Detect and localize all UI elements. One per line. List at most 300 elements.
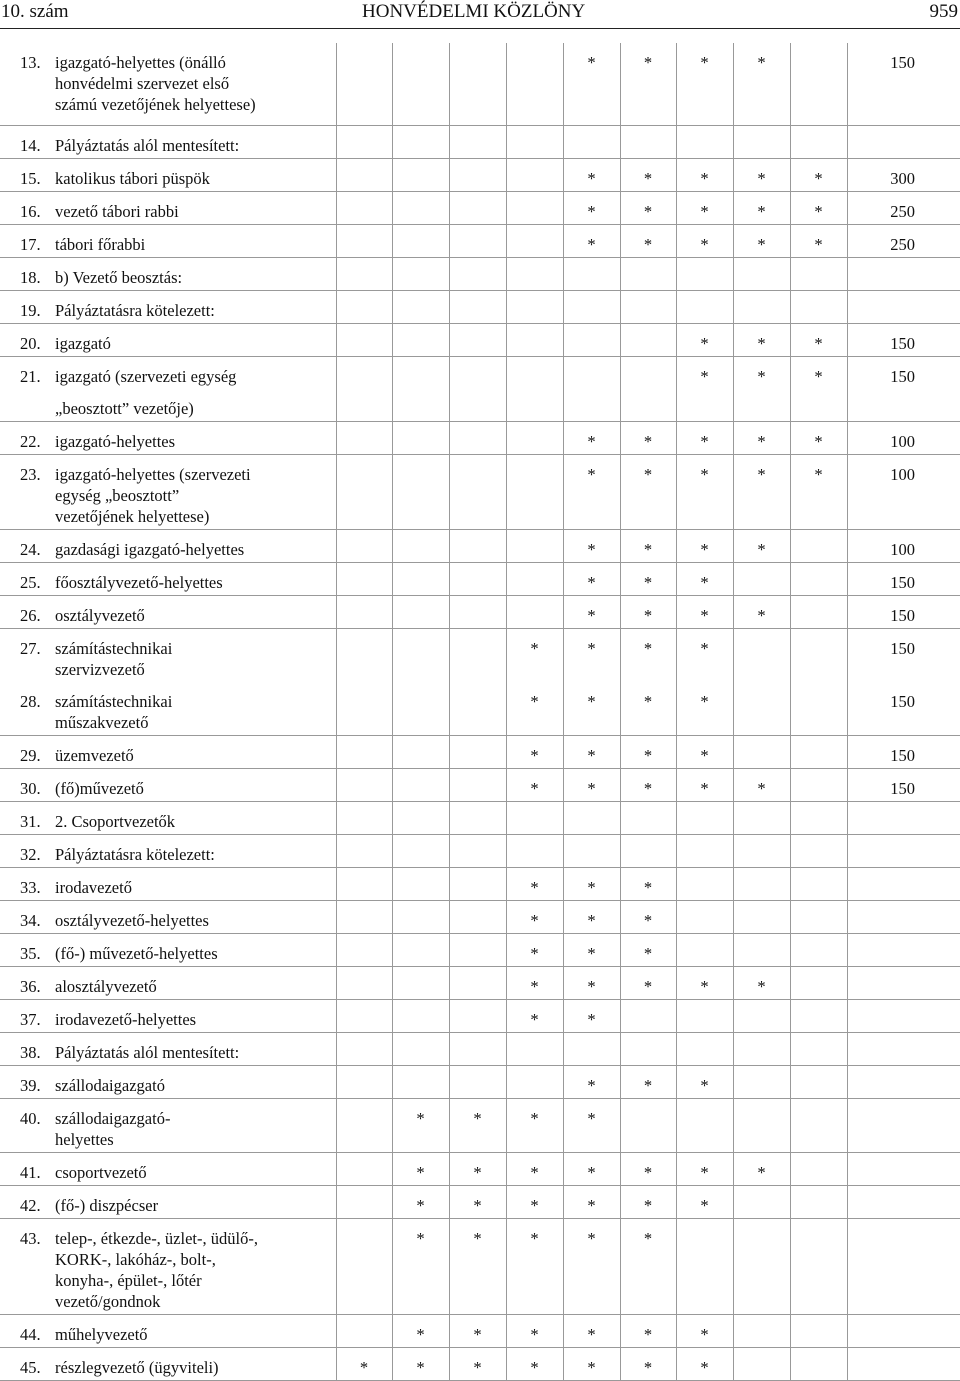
asterisk-mark: * bbox=[416, 1357, 425, 1377]
row-number-text: 40. bbox=[20, 1108, 41, 1128]
grade-cell bbox=[449, 1065, 506, 1098]
value-cell bbox=[847, 900, 960, 933]
grade-cell bbox=[449, 356, 506, 389]
value-text bbox=[848, 1000, 916, 1011]
row-number-text: 36. bbox=[20, 976, 41, 996]
table-row bbox=[0, 224, 960, 257]
position-title bbox=[55, 595, 336, 628]
grade-cell bbox=[449, 801, 506, 834]
table-row bbox=[0, 628, 960, 682]
position-title-line: (fő-) diszpécser bbox=[55, 1195, 159, 1215]
grade-cell bbox=[392, 158, 449, 191]
grade-cell bbox=[392, 735, 449, 768]
grade-cell bbox=[790, 257, 847, 290]
asterisk-mark: * bbox=[643, 877, 653, 897]
grade-cell bbox=[563, 867, 620, 900]
grade-cell bbox=[336, 999, 392, 1032]
grade-cell bbox=[563, 191, 620, 224]
grade-cell bbox=[506, 454, 563, 529]
position-title bbox=[55, 966, 336, 999]
value-text bbox=[848, 1219, 916, 1230]
position-title bbox=[55, 323, 336, 356]
row-number bbox=[0, 421, 55, 454]
asterisk-mark: * bbox=[757, 234, 766, 254]
value-text bbox=[848, 835, 916, 846]
grade-cell bbox=[733, 562, 790, 595]
grade-cell bbox=[336, 628, 392, 682]
grade-cell bbox=[733, 867, 790, 900]
value-cell bbox=[847, 1314, 960, 1347]
position-title bbox=[55, 421, 336, 454]
grade-cell bbox=[336, 323, 392, 356]
grade-cell bbox=[733, 801, 790, 834]
value-cell bbox=[847, 999, 960, 1032]
grade-cell bbox=[563, 768, 620, 801]
grade-cell bbox=[676, 867, 733, 900]
grade-cell bbox=[336, 682, 392, 736]
value-text bbox=[848, 1348, 916, 1359]
asterisk-mark: * bbox=[814, 201, 823, 221]
grade-cell bbox=[392, 323, 449, 356]
row-number bbox=[0, 1218, 55, 1314]
grade-cell bbox=[676, 966, 733, 999]
asterisk-mark: * bbox=[643, 234, 653, 254]
asterisk-mark: * bbox=[587, 1108, 596, 1128]
grade-cell bbox=[506, 224, 563, 257]
position-title bbox=[55, 801, 336, 834]
grade-cell bbox=[790, 834, 847, 867]
asterisk-mark: * bbox=[700, 745, 709, 765]
grade-cell bbox=[790, 323, 847, 356]
position-title-line: igazgató (szervezeti egység bbox=[55, 366, 237, 386]
row-number-text: 41. bbox=[20, 1162, 41, 1182]
asterisk-mark: * bbox=[643, 431, 653, 451]
position-title bbox=[55, 356, 336, 389]
table-row bbox=[0, 834, 960, 867]
row-number-text: 13. bbox=[20, 53, 41, 72]
position-title bbox=[55, 224, 336, 257]
position-title-line: főosztályvezető-helyettes bbox=[55, 572, 223, 592]
grade-cell bbox=[790, 867, 847, 900]
table-row bbox=[0, 562, 960, 595]
grade-cell bbox=[506, 257, 563, 290]
value-text: 150 bbox=[890, 572, 915, 592]
row-number-text: 44. bbox=[20, 1324, 41, 1344]
grade-cell bbox=[336, 389, 392, 422]
position-title bbox=[55, 454, 336, 529]
grade-cell bbox=[676, 1032, 733, 1065]
value-text: 150 bbox=[890, 745, 915, 765]
position-title bbox=[55, 562, 336, 595]
table-row bbox=[0, 1032, 960, 1065]
grade-cell bbox=[563, 1347, 620, 1380]
grade-cell bbox=[449, 867, 506, 900]
grade-cell bbox=[506, 323, 563, 356]
grade-cell bbox=[336, 125, 392, 158]
grade-cell bbox=[733, 735, 790, 768]
grade-cell bbox=[449, 1032, 506, 1065]
table-row bbox=[0, 43, 960, 125]
asterisk-mark: * bbox=[700, 366, 709, 386]
grade-cell bbox=[506, 1032, 563, 1065]
grade-cell bbox=[449, 290, 506, 323]
position-title bbox=[55, 628, 336, 682]
grade-cell bbox=[620, 682, 676, 736]
value-text bbox=[848, 1153, 916, 1164]
grade-cell bbox=[676, 768, 733, 801]
grade-cell bbox=[733, 454, 790, 529]
asterisk-mark: * bbox=[587, 53, 596, 72]
grade-cell bbox=[392, 1218, 449, 1314]
grade-cell bbox=[790, 1098, 847, 1152]
value-text: 100 bbox=[890, 431, 915, 451]
asterisk-mark: * bbox=[587, 691, 596, 711]
table-row bbox=[0, 900, 960, 933]
grade-cell bbox=[506, 735, 563, 768]
row-number bbox=[0, 191, 55, 224]
grade-cell bbox=[336, 900, 392, 933]
position-title bbox=[55, 1185, 336, 1218]
grade-cell bbox=[790, 933, 847, 966]
grade-cell bbox=[620, 735, 676, 768]
grade-cell bbox=[449, 323, 506, 356]
position-title-line: osztályvezető bbox=[55, 605, 145, 625]
grade-cell bbox=[733, 1032, 790, 1065]
grade-cell bbox=[506, 421, 563, 454]
asterisk-mark: * bbox=[587, 638, 596, 658]
grade-cell bbox=[336, 595, 392, 628]
grade-cell bbox=[563, 1032, 620, 1065]
value-text: 150 bbox=[890, 638, 915, 658]
grade-cell bbox=[506, 682, 563, 736]
grade-cell bbox=[733, 595, 790, 628]
row-number-text: 20. bbox=[20, 333, 41, 353]
grade-cell bbox=[676, 191, 733, 224]
grade-cell bbox=[336, 421, 392, 454]
position-title bbox=[55, 933, 336, 966]
grade-cell bbox=[449, 562, 506, 595]
grade-cell bbox=[563, 257, 620, 290]
grade-cell bbox=[676, 1185, 733, 1218]
asterisk-mark: * bbox=[530, 1195, 539, 1215]
grade-cell bbox=[506, 999, 563, 1032]
row-number-text: 32. bbox=[20, 844, 41, 864]
grade-cell bbox=[790, 454, 847, 529]
asterisk-mark: * bbox=[643, 201, 653, 221]
value-text bbox=[848, 1033, 916, 1044]
grade-cell bbox=[392, 867, 449, 900]
asterisk-mark: * bbox=[587, 1075, 596, 1095]
row-number-text: 37. bbox=[20, 1009, 41, 1029]
row-number-text: 21. bbox=[20, 366, 41, 386]
grade-cell bbox=[676, 1098, 733, 1152]
position-title bbox=[55, 1314, 336, 1347]
asterisk-mark: * bbox=[757, 605, 766, 625]
value-text bbox=[848, 1186, 916, 1197]
grade-cell bbox=[449, 191, 506, 224]
row-number-text: 19. bbox=[20, 300, 41, 320]
grade-cell bbox=[790, 1347, 847, 1380]
value-text bbox=[848, 967, 916, 978]
grade-cell bbox=[676, 224, 733, 257]
asterisk-mark: * bbox=[643, 53, 653, 72]
row-number bbox=[0, 768, 55, 801]
value-text bbox=[848, 126, 916, 137]
grade-cell bbox=[676, 1218, 733, 1314]
row-number bbox=[0, 323, 55, 356]
position-table bbox=[0, 43, 960, 1381]
value-cell bbox=[847, 454, 960, 529]
grade-cell bbox=[336, 834, 392, 867]
grade-cell bbox=[733, 1218, 790, 1314]
grade-cell bbox=[676, 158, 733, 191]
grade-cell bbox=[336, 1347, 392, 1380]
grade-cell bbox=[620, 801, 676, 834]
grade-cell bbox=[676, 1347, 733, 1380]
position-title-line: igazgató-helyettes (önálló bbox=[55, 53, 226, 72]
row-number bbox=[0, 529, 55, 562]
row-number bbox=[0, 389, 55, 422]
grade-cell bbox=[449, 125, 506, 158]
position-title bbox=[55, 735, 336, 768]
asterisk-mark: * bbox=[757, 201, 766, 221]
position-title-line: irodavezető-helyettes bbox=[55, 1009, 197, 1029]
position-title-line: igazgató-helyettes (szervezeti bbox=[55, 464, 251, 484]
asterisk-mark: * bbox=[530, 1009, 539, 1029]
value-text: 300 bbox=[890, 168, 915, 188]
asterisk-mark: * bbox=[416, 1324, 425, 1344]
position-title-line: honvédelmi szervezet első bbox=[55, 74, 230, 93]
grade-cell bbox=[676, 1314, 733, 1347]
grade-cell bbox=[506, 1185, 563, 1218]
grade-cell bbox=[790, 421, 847, 454]
grade-cell bbox=[733, 834, 790, 867]
asterisk-mark: * bbox=[416, 1228, 425, 1248]
grade-cell bbox=[676, 801, 733, 834]
position-title-line: osztályvezető-helyettes bbox=[55, 910, 209, 930]
grade-cell bbox=[676, 257, 733, 290]
table-row bbox=[0, 595, 960, 628]
row-number-text: 42. bbox=[20, 1195, 41, 1215]
grade-cell bbox=[506, 125, 563, 158]
grade-cell bbox=[449, 966, 506, 999]
position-title-line: Pályáztatás alól mentesített: bbox=[55, 135, 240, 155]
grade-cell bbox=[506, 1314, 563, 1347]
grade-cell bbox=[449, 1347, 506, 1380]
asterisk-mark: * bbox=[700, 1195, 709, 1215]
position-title-line: irodavezető bbox=[55, 877, 132, 897]
asterisk-mark: * bbox=[530, 691, 539, 711]
grade-cell bbox=[449, 999, 506, 1032]
grade-cell bbox=[790, 1185, 847, 1218]
table-row bbox=[0, 389, 960, 422]
position-title-line: Pályáztatásra kötelezett: bbox=[55, 844, 215, 864]
asterisk-mark: * bbox=[530, 1357, 539, 1377]
grade-cell bbox=[563, 999, 620, 1032]
position-title bbox=[55, 682, 336, 736]
asterisk-mark: * bbox=[473, 1324, 482, 1344]
position-title bbox=[55, 1098, 336, 1152]
header-rule bbox=[0, 28, 960, 29]
value-cell bbox=[847, 933, 960, 966]
grade-cell bbox=[676, 43, 733, 125]
grade-cell bbox=[676, 125, 733, 158]
grade-cell bbox=[676, 454, 733, 529]
value-text: 150 bbox=[890, 605, 915, 625]
asterisk-mark: * bbox=[587, 1162, 596, 1182]
asterisk-mark: * bbox=[643, 1195, 653, 1215]
asterisk-mark: * bbox=[473, 1357, 482, 1377]
grade-cell bbox=[506, 628, 563, 682]
position-title bbox=[55, 43, 336, 125]
grade-cell bbox=[563, 454, 620, 529]
position-title-line: vezető tábori rabbi bbox=[55, 201, 179, 221]
value-text bbox=[848, 1315, 916, 1326]
asterisk-mark: * bbox=[530, 1228, 539, 1248]
asterisk-mark: * bbox=[530, 1108, 539, 1128]
asterisk-mark: * bbox=[416, 1195, 425, 1215]
table-row bbox=[0, 867, 960, 900]
grade-cell bbox=[563, 1218, 620, 1314]
position-title-line: telep-, étkezde-, üzlet-, üdülő-, bbox=[55, 1228, 258, 1248]
grade-cell bbox=[392, 224, 449, 257]
grade-cell bbox=[449, 158, 506, 191]
asterisk-mark: * bbox=[473, 1108, 482, 1128]
row-number bbox=[0, 1098, 55, 1152]
position-title-line: vezető/gondnok bbox=[55, 1291, 161, 1311]
value-cell bbox=[847, 224, 960, 257]
grade-cell bbox=[563, 421, 620, 454]
page-header bbox=[0, 0, 960, 28]
value-text: 250 bbox=[890, 234, 915, 254]
grade-cell bbox=[506, 529, 563, 562]
position-title bbox=[55, 389, 336, 422]
grade-cell bbox=[733, 389, 790, 422]
position-title bbox=[55, 257, 336, 290]
position-title bbox=[55, 1347, 336, 1380]
asterisk-mark: * bbox=[757, 1162, 766, 1182]
grade-cell bbox=[392, 1185, 449, 1218]
grade-cell bbox=[336, 1218, 392, 1314]
grade-cell bbox=[790, 768, 847, 801]
asterisk-mark: * bbox=[530, 1324, 539, 1344]
grade-cell bbox=[733, 290, 790, 323]
position-title bbox=[55, 1032, 336, 1065]
value-text: 150 bbox=[890, 691, 915, 711]
row-number-text: 33. bbox=[20, 877, 41, 897]
position-title-line: b) Vezető beosztás: bbox=[55, 267, 183, 287]
position-title-line: gazdasági igazgató-helyettes bbox=[55, 539, 245, 559]
grade-cell bbox=[563, 628, 620, 682]
asterisk-mark: * bbox=[700, 53, 709, 72]
grade-cell bbox=[449, 933, 506, 966]
grade-cell bbox=[733, 768, 790, 801]
grade-cell bbox=[620, 421, 676, 454]
grade-cell bbox=[676, 529, 733, 562]
grade-cell bbox=[676, 1152, 733, 1185]
asterisk-mark: * bbox=[530, 745, 539, 765]
grade-cell bbox=[449, 421, 506, 454]
row-number bbox=[0, 628, 55, 682]
grade-cell bbox=[392, 389, 449, 422]
table-row bbox=[0, 1218, 960, 1314]
asterisk-mark: * bbox=[643, 168, 653, 188]
grade-cell bbox=[620, 1185, 676, 1218]
page-number: 959 bbox=[929, 1, 958, 22]
row-number bbox=[0, 1065, 55, 1098]
grade-cell bbox=[620, 43, 676, 125]
row-number bbox=[0, 562, 55, 595]
asterisk-mark: * bbox=[700, 234, 709, 254]
grade-cell bbox=[449, 900, 506, 933]
asterisk-mark: * bbox=[643, 572, 653, 592]
position-title bbox=[55, 125, 336, 158]
grade-cell bbox=[563, 1152, 620, 1185]
row-number bbox=[0, 356, 55, 389]
value-cell bbox=[847, 158, 960, 191]
grade-cell bbox=[733, 682, 790, 736]
asterisk-mark: * bbox=[814, 234, 823, 254]
asterisk-mark: * bbox=[700, 572, 709, 592]
row-number bbox=[0, 966, 55, 999]
grade-cell bbox=[620, 290, 676, 323]
position-title-line: katolikus tábori püspök bbox=[55, 168, 210, 188]
value-cell bbox=[847, 834, 960, 867]
asterisk-mark: * bbox=[530, 910, 539, 930]
table-row bbox=[0, 125, 960, 158]
row-number-text: 16. bbox=[20, 201, 41, 221]
publication-title: HONVÉDELMI KÖZLÖNY bbox=[362, 1, 586, 22]
value-cell bbox=[847, 43, 960, 125]
value-text: 250 bbox=[890, 201, 915, 221]
asterisk-mark: * bbox=[700, 333, 709, 353]
position-title-line: igazgató bbox=[55, 333, 111, 353]
row-number-text: 17. bbox=[20, 234, 41, 254]
grade-cell bbox=[563, 224, 620, 257]
asterisk-mark: * bbox=[700, 539, 709, 559]
grade-cell bbox=[620, 1152, 676, 1185]
grade-cell bbox=[336, 454, 392, 529]
position-title-line: igazgató-helyettes bbox=[55, 431, 176, 451]
grade-cell bbox=[392, 257, 449, 290]
asterisk-mark: * bbox=[587, 745, 596, 765]
row-number-text: 43. bbox=[20, 1228, 41, 1248]
grade-cell bbox=[620, 257, 676, 290]
grade-cell bbox=[790, 158, 847, 191]
table-row bbox=[0, 682, 960, 736]
grade-cell bbox=[392, 43, 449, 125]
grade-cell bbox=[790, 999, 847, 1032]
grade-cell bbox=[506, 290, 563, 323]
grade-cell bbox=[336, 43, 392, 125]
row-number bbox=[0, 1347, 55, 1380]
asterisk-mark: * bbox=[587, 1228, 596, 1248]
table-row bbox=[0, 801, 960, 834]
grade-cell bbox=[449, 1152, 506, 1185]
row-number-text: 25. bbox=[20, 572, 41, 592]
grade-cell bbox=[506, 389, 563, 422]
table-row bbox=[0, 1152, 960, 1185]
position-title bbox=[55, 290, 336, 323]
grade-cell bbox=[563, 966, 620, 999]
row-number bbox=[0, 801, 55, 834]
asterisk-mark: * bbox=[757, 431, 766, 451]
asterisk-mark: * bbox=[814, 366, 823, 386]
position-title-line: számítástechnikai bbox=[55, 638, 173, 658]
grade-cell bbox=[620, 191, 676, 224]
table-row bbox=[0, 966, 960, 999]
asterisk-mark: * bbox=[587, 778, 596, 798]
